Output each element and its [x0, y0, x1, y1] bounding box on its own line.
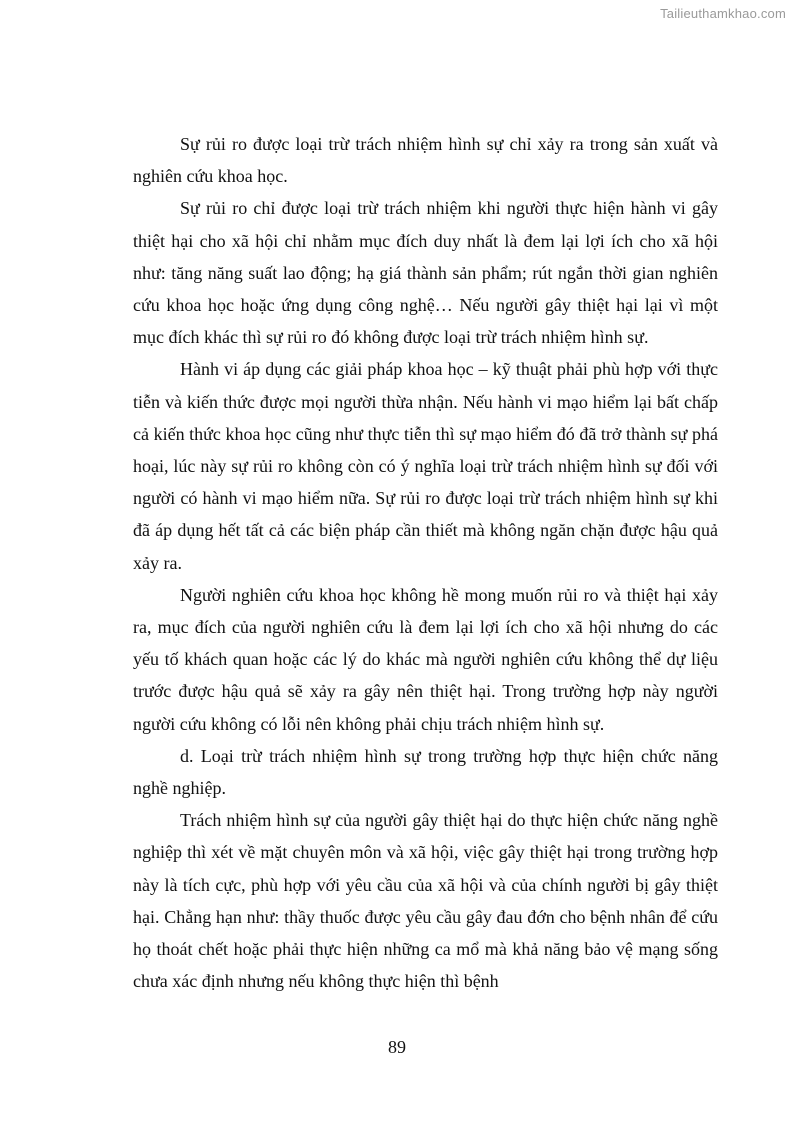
- body-paragraph: Sự rủi ro chỉ được loại trừ trách nhiệm khi người thực hiện hành vi gây thiệt hại cho xã hội chỉ nhằm mục đích duy nhất là đem lại lợi ích cho xã hội như: tăng năng suất lao động; hạ giá thành sản phẩm; rút ngắn thời gian nghiên cứu khoa học hoặc ứng dụng công nghệ… Nếu người gây thiệt hại lại vì một mục đích khác thì sự rủi ro đó không được loại trừ trách nhiệm hình sự.: [133, 198, 718, 348]
- body-paragraph: Người nghiên cứu khoa học không hề mong muốn rủi ro và thiệt hại xảy ra, mục đích của người nghiên cứu là đem lại lợi ích cho xã hội nhưng do các yếu tố khách quan hoặc các lý do khác mà người nghiên cứu không thể dự liệu trước được hậu quả sẽ xảy ra gây nên thiệt hại. Trong trường hợp này người người cứu không có lỗi nên không phải chịu trách nhiệm hình sự.: [133, 584, 718, 734]
- body-paragraph: Hành vi áp dụng các giải pháp khoa học – kỹ thuật phải phù hợp với thực tiễn và kiến thức được mọi người thừa nhận. Nếu hành vi mạo hiểm lại bất chấp cả kiến thức khoa học cũng như thực tiễn thì sự mạo hiểm đó đã trở thành sự phá hoại, lúc này sự rủi ro không còn có ý nghĩa loại trừ trách nhiệm hình sự đối với người có hành vi mạo hiểm nữa. Sự rủi ro được loại trừ trách nhiệm hình sự khi đã áp dụng hết tất cả các biện pháp cần thiết mà không ngăn chặn được hậu quả xảy ra.: [133, 359, 718, 573]
- page-number: 89: [388, 1037, 406, 1057]
- watermark-text: Tailieuthamkhao.com: [660, 6, 786, 21]
- page-body: [133, 128, 718, 997]
- section-heading: d. Loại trừ trách nhiệm hình sự trong trường hợp thực hiện chức năng nghề nghiệp.: [133, 745, 718, 799]
- body-paragraph: Trách nhiệm hình sự của người gây thiệt hại do thực hiện chức năng nghề nghiệp thì xét về mặt chuyên môn và xã hội, việc gây thiệt hại trong trường hợp này là tích cực, phù hợp với yêu cầu của xã hội và của chính người bị gây thiệt hại. Chẳng hạn như: thầy thuốc được yêu cầu gây đau đớn cho bệnh nhân để cứu họ thoát chết hoặc phải thực hiện những ca mổ mà khả năng bảo vệ mạng sống chưa xác định nhưng nếu không thực hiện thì bệnh: [133, 810, 718, 992]
- body-paragraph: Sự rủi ro được loại trừ trách nhiệm hình sự chỉ xảy ra trong sản xuất và nghiên cứu khoa học.: [133, 134, 718, 187]
